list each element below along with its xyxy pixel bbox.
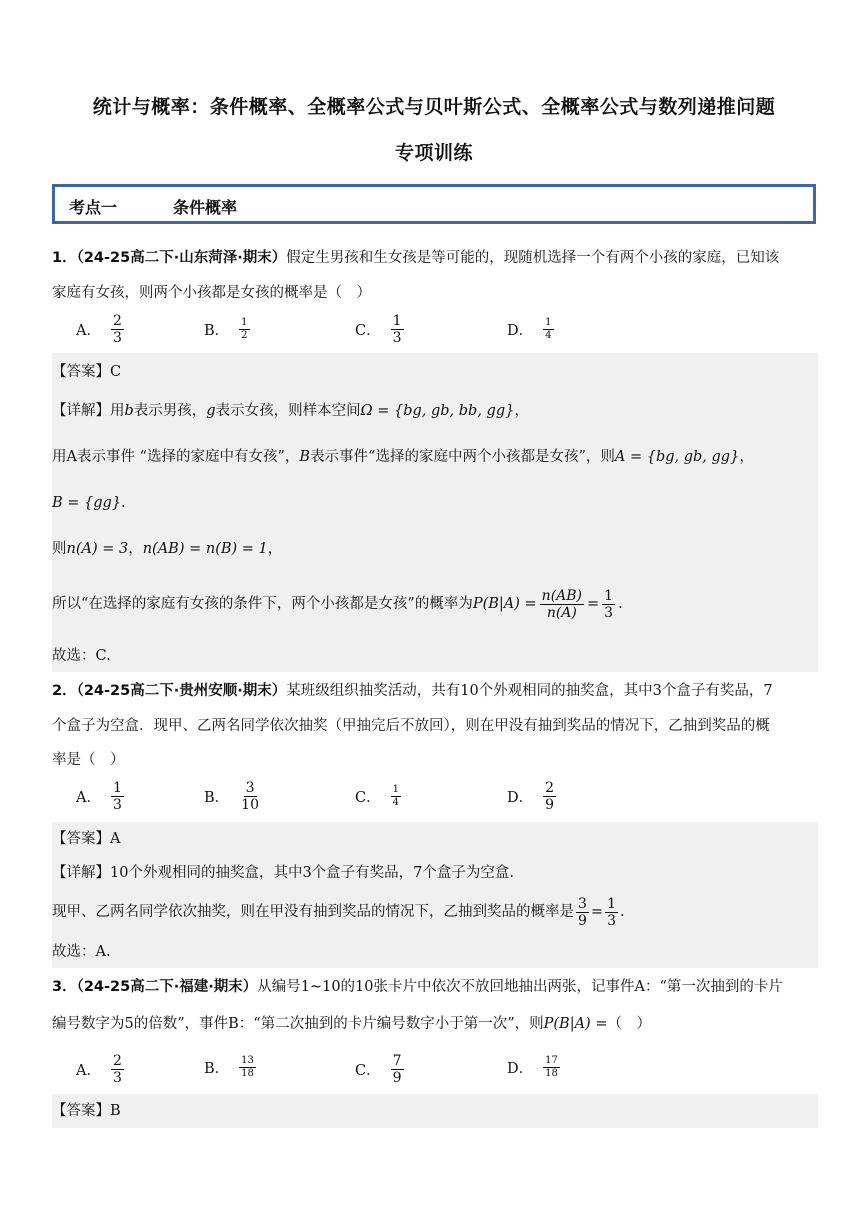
q3-number: 3．	[52, 979, 77, 995]
fraction: $\frac{n(AB)}{n(A)}$	[541, 587, 583, 621]
q2-answer: 【答案】A	[52, 831, 121, 847]
q2-option-b: B． $\frac{3}{10}$	[204, 780, 259, 813]
q3-option-a: A． $\frac{2}{3}$	[76, 1053, 122, 1086]
q1-detail-line3: B = {gg}.	[52, 495, 126, 511]
section-name: 条件概率	[173, 198, 238, 217]
q1-detail-line2: 用A表示事件 “选择的家庭中有女孩”，B表示事件“选择的家庭中两个小孩都是女孩”，则A = {bg, gb, gg}，	[52, 449, 754, 465]
section-number: 考点一	[69, 198, 118, 217]
fraction: $\frac{2}{3}$	[112, 1053, 122, 1086]
fraction: $\frac{1}{3}$	[607, 895, 616, 929]
fraction: $\frac{3}{9}$	[578, 895, 587, 929]
q2-option-a: A． $\frac{1}{3}$	[76, 780, 122, 813]
fraction: $\frac{1}{3}$	[604, 587, 614, 621]
q1-stem-text1: 假定生男孩和生女孩是等可能的，现随机选择一个有两个小孩的家庭，已知该	[286, 250, 780, 266]
q3-option-c: C． $\frac{7}{9}$	[355, 1053, 402, 1086]
page-title: 统计与概率：条件概率、全概率公式与贝叶斯公式、全概率公式与数列递推问题	[92, 96, 776, 118]
fraction: $\frac{1}{4}$	[392, 784, 399, 808]
page-subtitle: 专项训练	[394, 142, 473, 164]
q2-stem-line1: 2．（24-25高二下·贵州安顺·期末）某班级组织抽奖活动，共有10个外观相同的抽奖盒，其中3个盒子有奖品，7	[52, 683, 773, 699]
q3-source: （24-25高二下·福建·期末）	[76, 979, 258, 995]
q2-detail-line1: 【详解】10个外观相同的抽奖盒，其中3个盒子有奖品，7个盒子为空盒.	[52, 865, 515, 881]
q1-option-a: A． $\frac{2}{3}$	[76, 313, 122, 346]
q1-answer: 【答案】C	[52, 364, 122, 380]
q2-detail-line2: 现甲、乙两名同学依次抽奖，则在甲没有抽到奖品的情况下，乙抽到奖品的概率是 $\frac{3}{9}$ = $\frac{1}{3}$ .	[52, 895, 625, 929]
q1-option-c: C． $\frac{1}{3}$	[355, 313, 402, 346]
fraction: $\frac{17}{18}$	[545, 1055, 558, 1079]
q1-stem-line1	[52, 247, 822, 269]
section-header	[52, 184, 816, 224]
q1-detail-line5: 所以“在选择的家庭有女孩的条件下，两个小孩都是女孩”的概率为 P(B|A) = $\frac{n(AB)}{n(A)}$ = $\frac{1}{3}$ .	[52, 587, 623, 621]
q1-stem-line2: 家庭有女孩，则两个小孩都是女孩的概率是（ ）	[52, 285, 371, 301]
q1-detail-line1: 【详解】用b表示男孩，g表示女孩，则样本空间Ω = {bg, gb, bb, gg}，	[52, 403, 529, 419]
fraction: $\frac{2}{9}$	[545, 780, 555, 813]
q1-option-d: D． $\frac{1}{4}$	[507, 317, 552, 341]
q3-stem-line2: 编号数字为5的倍数”，事件B：“第二次抽到的卡片编号数字小于第一次”，则P(B|A) =（ ）	[52, 1016, 651, 1032]
fraction: $\frac{1}{4}$	[545, 317, 552, 341]
q1-detail-line4: 则n(A) = 3，n(AB) = n(B) = 1，	[52, 541, 283, 557]
fraction: $\frac{1}{3}$	[392, 313, 402, 346]
q3-answer: 【答案】B	[52, 1103, 121, 1119]
fraction: $\frac{2}{3}$	[112, 313, 122, 346]
q2-stem-line3: 率是（ ）	[52, 752, 125, 768]
q2-option-d: D． $\frac{2}{9}$	[507, 780, 555, 813]
q3-stem-line1: 3．（24-25高二下·福建·期末）从编号1~10的10张卡片中依次不放回地抽出两张，记事件A：“第一次抽到的卡片	[52, 979, 783, 995]
fraction: $\frac{13}{18}$	[241, 1055, 254, 1079]
q2-conclusion: 故选：A.	[52, 944, 111, 960]
q2-option-c: C． $\frac{1}{4}$	[355, 784, 399, 808]
fraction: $\frac{3}{10}$	[241, 780, 259, 813]
q1-option-b: B． $\frac{1}{2}$	[204, 317, 248, 341]
fraction: $\frac{7}{9}$	[392, 1053, 402, 1086]
q2-stem-line2: 个盒子为空盒．现甲、乙两名同学依次抽奖（甲抽完后不放回），则在甲没有抽到奖品的情况下，乙抽到奖品的概	[52, 718, 770, 734]
q3-option-d: D． $\frac{17}{18}$	[507, 1055, 558, 1079]
q1-conclusion: 故选：C.	[52, 648, 111, 664]
q2-number: 2．	[52, 683, 77, 699]
fraction: $\frac{1}{3}$	[112, 780, 122, 813]
fraction: $\frac{1}{2}$	[241, 317, 248, 341]
q2-source: （24-25高二下·贵州安顺·期末）	[76, 683, 287, 699]
q3-option-b: B． $\frac{13}{18}$	[204, 1055, 254, 1079]
q1-source: （24-25高二下·山东菏泽·期末）	[76, 250, 287, 266]
q1-number: 1．	[52, 250, 77, 266]
